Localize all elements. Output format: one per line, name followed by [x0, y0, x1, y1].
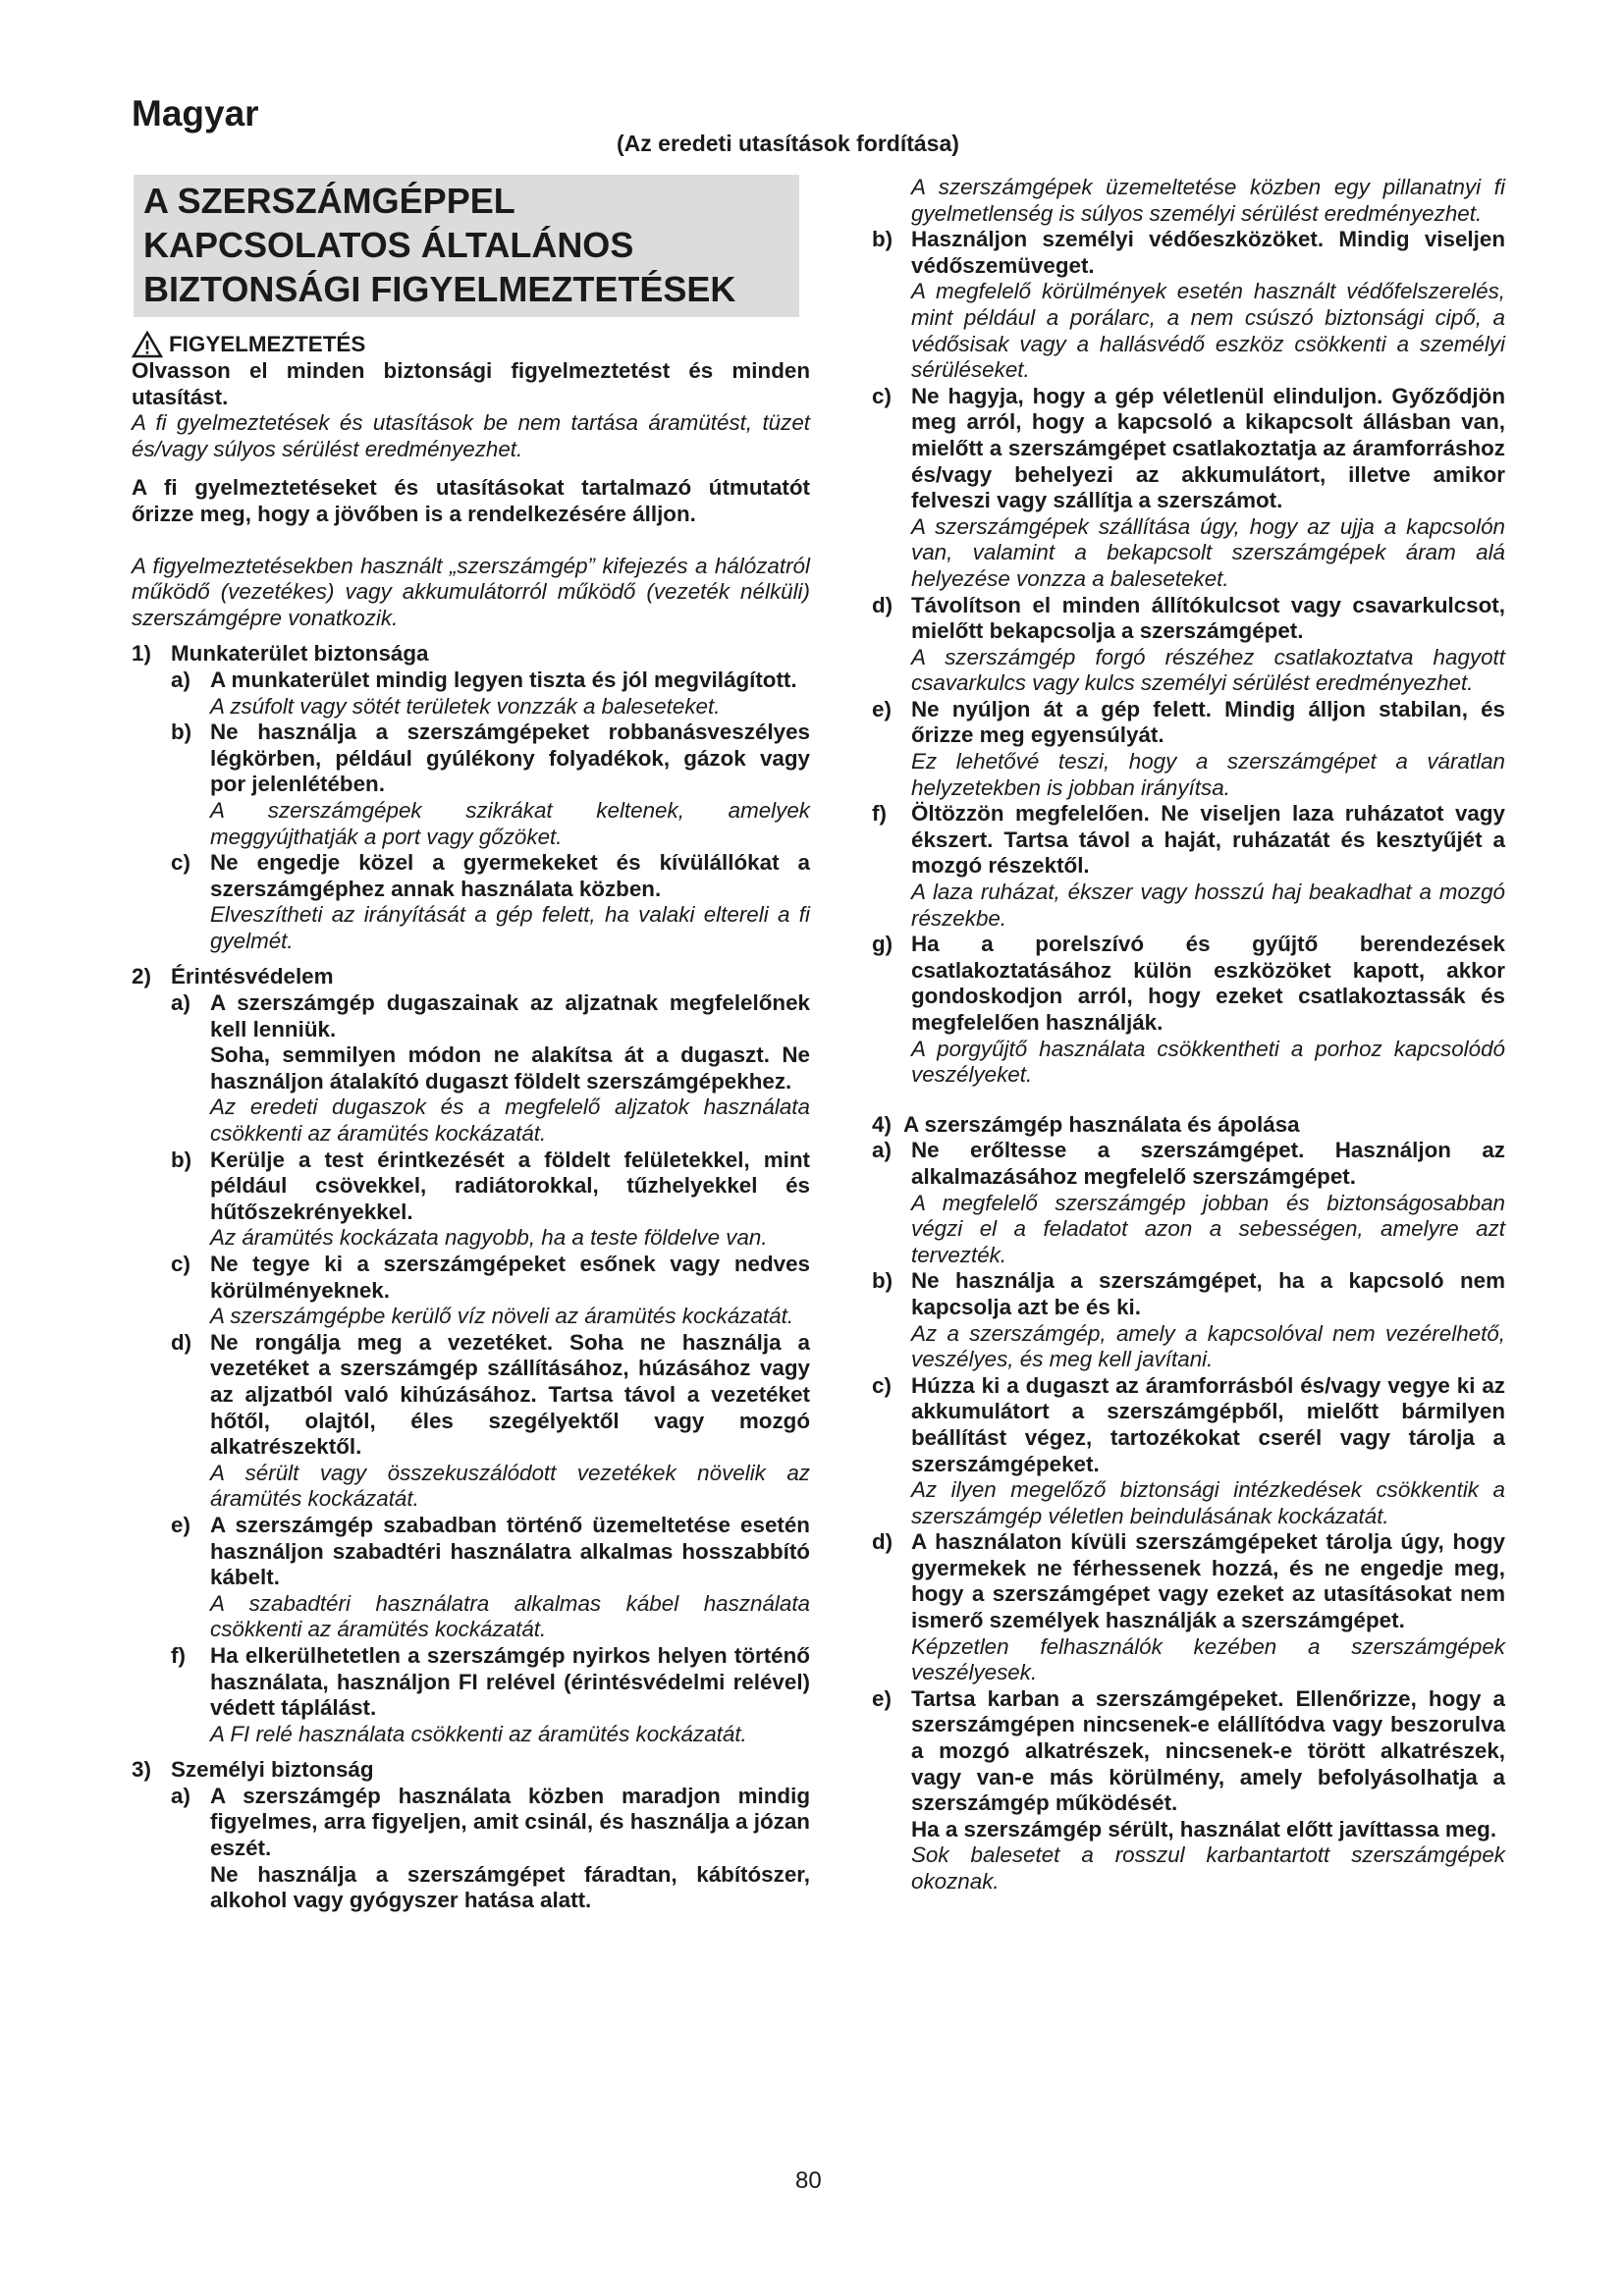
warning-italic-text: A fi gyelmeztetések és utasítások be nem tartása áramütést, tüzet és/vagy súlyos sérülést eredményezhet. [132, 410, 810, 461]
list-item: a) A munkaterület mindig legyen tiszta és jól megvilágított. A zsúfolt vagy sötét területek vonzzák a baleseteket. [171, 667, 797, 719]
right-column [872, 175, 1505, 1896]
list-item: e) Ne nyúljon át a gép felett. Mindig álljon stabilan, és őrizze meg egyensúlyát. Ez lehetővé teszi, hogy a szerszámgépet a váratlan helyzetekben is jobban irányítsa. [872, 696, 1505, 800]
list-item: b) Kerülje a test érintkezését a földelt felületekkel, mint például csövekkel, radiátorokkal, tűzhelyekkel és hűtőszekrényekkel. Az áramütés kockázata nagyobb, ha a teste földelve van. [171, 1147, 810, 1251]
list-item: c) Ne hagyja, hogy a gép véletlenül elinduljon. Győződjön meg arról, hogy a kapcsoló a kikapcsolt állásban van, mielőtt a szerszámgépet csatlakoztatja az áramforráshoz és/vagy behelyezi az akkumulátort, illetve amikor felveszi vagy szállítja a szerszámot. A szerszámgépek szállítása úgy, hogy az ujja a kapcsolón van, valamint a bekapcsolt szerszámgépek áram alá helyezése vonzza a baleseteket. [872, 383, 1505, 591]
list-item: e) A szerszámgép szabadban történő üzemeltetése esetén használjon szabadtéri használatra alkalmas hosszabbító kábelt. A szabadtéri használatra alkalmas kábel használata csökkenti az áramütés kockázatát. [171, 1512, 810, 1642]
section-3-title: 3) Személyi biztonság [132, 1757, 374, 1783]
section-heading: A SZERSZÁMGÉPPEL KAPCSOLATOS ÁLTALÁNOS BIZTONSÁGI FIGYELMEZTETÉSEK [134, 175, 799, 317]
language-label: Magyar [132, 93, 259, 133]
warning-triangle-icon [132, 331, 163, 358]
warning-title-text: FIGYELMEZTETÉS [169, 331, 366, 356]
list-item: a) A szerszámgép dugaszainak az aljzatnak megfelelőnek kell lenniük. Soha, semmilyen módon ne alakítsa át a dugaszt. Ne használjon átalakító dugaszt földelt szerszámgépekhez. Az eredeti dugaszok és a megfelelő aljzatok használata csökkenti az áramütés kockázatát. [171, 990, 810, 1147]
list-item: f) Ha elkerülhetetlen a szerszámgép nyirkos helyen történő használata, használjon FI relével (érintésvédelmi relével) védett táplálást. A FI relé használata csökkenti az áramütés kockázatát. [171, 1642, 810, 1746]
list-item: e) Tartsa karban a szerszámgépeket. Ellenőrizze, hogy a szerszámgépen nincsenek-e elállítódva vagy beszorulva a mozgó alkatrészek, nincsenek-e törött alkatrészek, vagy van-e más körülmény, amely befolyásolhatja a szerszámgép működését. Ha a szerszámgép sérült, használat előtt javíttassa meg. Sok balesetet a rosszul karbantartott szerszámgépek okoznak. [872, 1685, 1505, 1894]
section-4-title: 4) A szerszámgép használata és ápolása [872, 1111, 1300, 1137]
definition-text: A figyelmeztetésekben használt „szerszámgép” kifejezés a hálózatról működő (vezetékes) vagy akkumulátorról működő (vezeték nélküli) szerszámgépre vonatkozik. [132, 553, 810, 630]
list-item: d) Távolítson el minden állítókulcsot vagy csavarkulcsot, mielőtt bekapcsolja a szerszámgépet. A szerszámgép forgó részéhez csatlakoztatva hagyott csavarkulcs vagy kulcs személyi sérülést eredményezhet. [872, 592, 1505, 696]
page-number: 80 [795, 2167, 822, 2194]
list-item: a) A szerszámgép használata közben maradjon mindig figyelmes, arra figyeljen, amit csinál, és használja a józan eszét. Ne használja a szerszámgépet fáradtan, kábítószer, alkohol vagy gyógyszer hatása alatt. [171, 1783, 810, 1913]
section-3-continued-note: A szerszámgépek üzemeltetése közben egy pillanatnyi fi gyelmetlenség is súlyos személyi sérülést eredményezhet. [911, 175, 1505, 226]
warning-title [132, 331, 810, 358]
left-column [132, 175, 810, 1914]
section-1-title: 1) Munkaterület biztonsága [132, 641, 429, 667]
warning-bold-text: Olvasson el minden biztonsági figyelmeztetést és minden utasítást. [132, 358, 810, 409]
list-item: b) Ne használja a szerszámgépeket robbanásveszélyes légkörben, például gyúlékony folyadékok, gázok vagy por jelenlétében. A szerszámgépek szikrákat keltenek, amelyek meggyújthatják a port vagy gőzöket. [171, 720, 810, 849]
list-item: c) Ne tegye ki a szerszámgépeket esőnek vagy nedves körülményeknek. A szerszámgépbe kerülő víz növeli az áramütés kockázatát. [171, 1252, 810, 1329]
section-2-title: 2) Érintésvédelem [132, 964, 334, 989]
list-item: c) Ne engedje közel a gyermekeket és kívülállókat a szerszámgéphez annak használata közben. Elveszítheti az irányítását a gép felett, ha valaki eltereli a fi gyelmét. [171, 850, 810, 953]
list-item: c) Húzza ki a dugaszt az áramforrásból és/vagy vegye ki az akkumulátort a szerszámgépből, mielőtt bármilyen beállítást végez, tartozékokat cserél vagy tárolja a szerszámgépeket. Az ilyen megelőző biztonsági intézkedések csökkentik a szerszámgép véletlen beindulásának kockázatát. [872, 1372, 1505, 1528]
translation-note: (Az eredeti utasítások fordítása) [617, 131, 959, 156]
keep-instructions-text: A fi gyelmeztetéseket és utasításokat tartalmazó útmutatót őrizze meg, hogy a jövőben is a rendelkezésére álljon. [132, 475, 810, 526]
list-item [872, 175, 1505, 227]
list-item: b) Ne használja a szerszámgépet, ha a kapcsoló nem kapcsolja azt be és ki. Az a szerszámgép, amely a kapcsolóval nem vezérelhető, veszélyes, és meg kell javítani. [872, 1268, 1505, 1372]
list-item: d) A használaton kívüli szerszámgépeket tárolja úgy, hogy gyermekek ne férhessenek hozzá, és ne engedje meg, hogy a szerszámgépet vagy ezeket az utasításokat nem ismerő személyek használják a szerszámgépet. Képzetlen felhasználók kezében a szerszámgépek veszélyesek. [872, 1529, 1505, 1685]
list-item: f) Öltözzön megfelelően. Ne viseljen laza ruházatot vagy ékszert. Tartsa távol a haját, ruházatát és kesztyűjét a mozgó részektől. A laza ruházat, ékszer vagy hosszú haj beakadhat a mozgó részekbe. [872, 801, 1505, 931]
list-item: a) Ne erőltesse a szerszámgépet. Használjon az alkalmazásához megfelelő szerszámgépet. A megfelelő szerszámgép jobban és biztonságosabban végzi el a feladatot azon a sebességen, amelyre azt tervezték. [872, 1138, 1505, 1267]
list-item: g) Ha a porelszívó és gyűjtő berendezések csatlakoztatásához külön eszközöket kapott, akkor gondoskodjon arról, hogy ezeket csatlakoztassák és megfelelően használják. A porgyűjtő használata csökkentheti a porhoz kapcsolódó veszélyeket. [872, 932, 1505, 1088]
list-item: d) Ne rongálja meg a vezetéket. Soha ne használja a vezetéket a szerszámgép szállításához, húzásához vagy az aljzatból való kihúzásához. Tartsa távol a vezetéket hőtől, olajtól, éles szegélyektől vagy mozgó alkatrészektől. A sérült vagy összekuszálódott vezetékek növelik az áramütés kockázatát. [171, 1329, 810, 1512]
list-item: b) Használjon személyi védőeszközöket. Mindig viseljen védőszemüveget. A megfelelő körülmények esetén használt védőfelszerelés, mint például a porálarc, a nem csúszó biztonsági cipő, a védősisak vagy a hallásvédő eszköz csökkenti a személyi sérüléseket. [872, 227, 1505, 383]
